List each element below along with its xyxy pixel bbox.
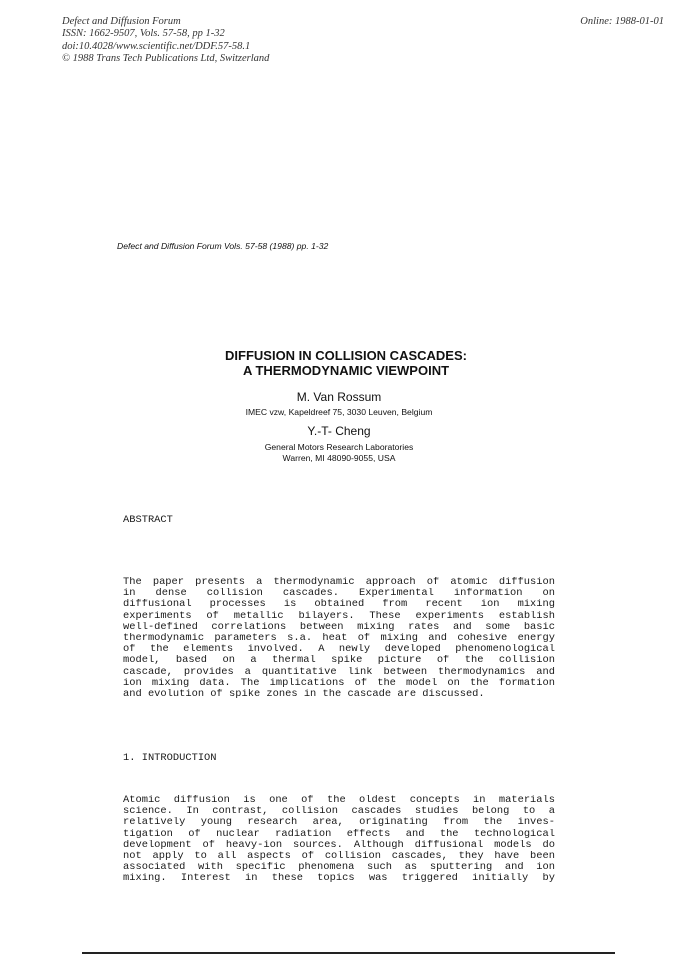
introduction-line: not apply to all aspects of collision cascades, they have been: [123, 850, 555, 862]
introduction-line: associated with specific phenomena such as sputtering and ion: [123, 862, 555, 874]
author-name: M. Van Rossum: [296, 390, 382, 404]
header-online-date: Online: 1988-01-01: [580, 16, 664, 27]
abstract-line: The paper presents a thermodynamic approach of atomic diffusion: [123, 577, 555, 588]
header-copyright: © 1988 Trans Tech Publications Ltd, Switzerland: [62, 53, 270, 65]
abstract-line: model, based on a thermal spike picture of the collision: [123, 655, 555, 667]
abstract-line: diffusional processes is obtained from recent ion mixing: [123, 599, 555, 611]
introduction-line: tigation of nuclear radiation effects and the technological: [123, 828, 555, 840]
introduction-line: development of heavy-ion sources. Although diffusional models do: [123, 839, 555, 851]
header-journal: Defect and Diffusion Forum: [62, 16, 181, 27]
introduction-line: science. In contrast, collision cascades studies belong to a: [123, 806, 555, 818]
introduction-line: relatively young research area, originating from the inves-: [123, 817, 555, 829]
header-block: [62, 16, 462, 66]
introduction-line: Atomic diffusion is one of the oldest concepts in materials: [123, 795, 555, 806]
header-issn: ISSN: 1662-9507, Vols. 57-58, pp 1-32: [62, 28, 225, 40]
abstract-line: of the elements involved. A newly developed phenomenological: [123, 644, 555, 656]
introduction-line: mixing. Interest in these topics was triggered initially by: [123, 873, 555, 885]
introduction-body: [123, 795, 555, 885]
author-affiliation: IMEC vzw, Kapeldreef 75, 3030 Leuven, Belgium: [245, 407, 433, 417]
abstract-body: [123, 577, 555, 700]
abstract-heading: ABSTRACT: [123, 514, 173, 526]
abstract-line: and evolution of spike zones in the cascade are discussed.: [123, 688, 485, 700]
introduction-heading: 1. INTRODUCTION: [123, 752, 217, 764]
author-name: Y.-T- Cheng: [307, 424, 371, 438]
abstract-line: experiments of metallic bilayers. These experiments establish: [123, 610, 555, 622]
abstract-line: cascade, provides a quantitative link between thermodynamics and: [123, 666, 555, 678]
header-doi[interactable]: doi:10.4028/www.scientific.net/DDF.57-58.1: [62, 40, 251, 52]
author-affiliation: General Motors Research Laboratories: [264, 442, 414, 452]
abstract-line: in dense collision cascades. Experimental information on: [123, 588, 555, 600]
author-affiliation: Warren, MI 48090-9055, USA: [282, 453, 396, 463]
title-line-2: A THERMODYNAMIC VIEWPOINT: [242, 363, 450, 378]
abstract-line: well-defined correlations between mixing rates and some basic: [123, 621, 555, 633]
abstract-line: ion mixing data. The implications of the model on the formation: [123, 677, 555, 689]
journal-citation: Defect and Diffusion Forum Vols. 57-58 (1988) pp. 1-32: [117, 241, 329, 251]
title-line-1: DIFFUSION IN COLLISION CASCADES:: [225, 348, 467, 363]
paper-title: [0, 348, 678, 378]
abstract-line: thermodynamic parameters s.a. heat of mixing and cohesive energy: [123, 632, 555, 644]
footer-rule: [82, 952, 615, 954]
